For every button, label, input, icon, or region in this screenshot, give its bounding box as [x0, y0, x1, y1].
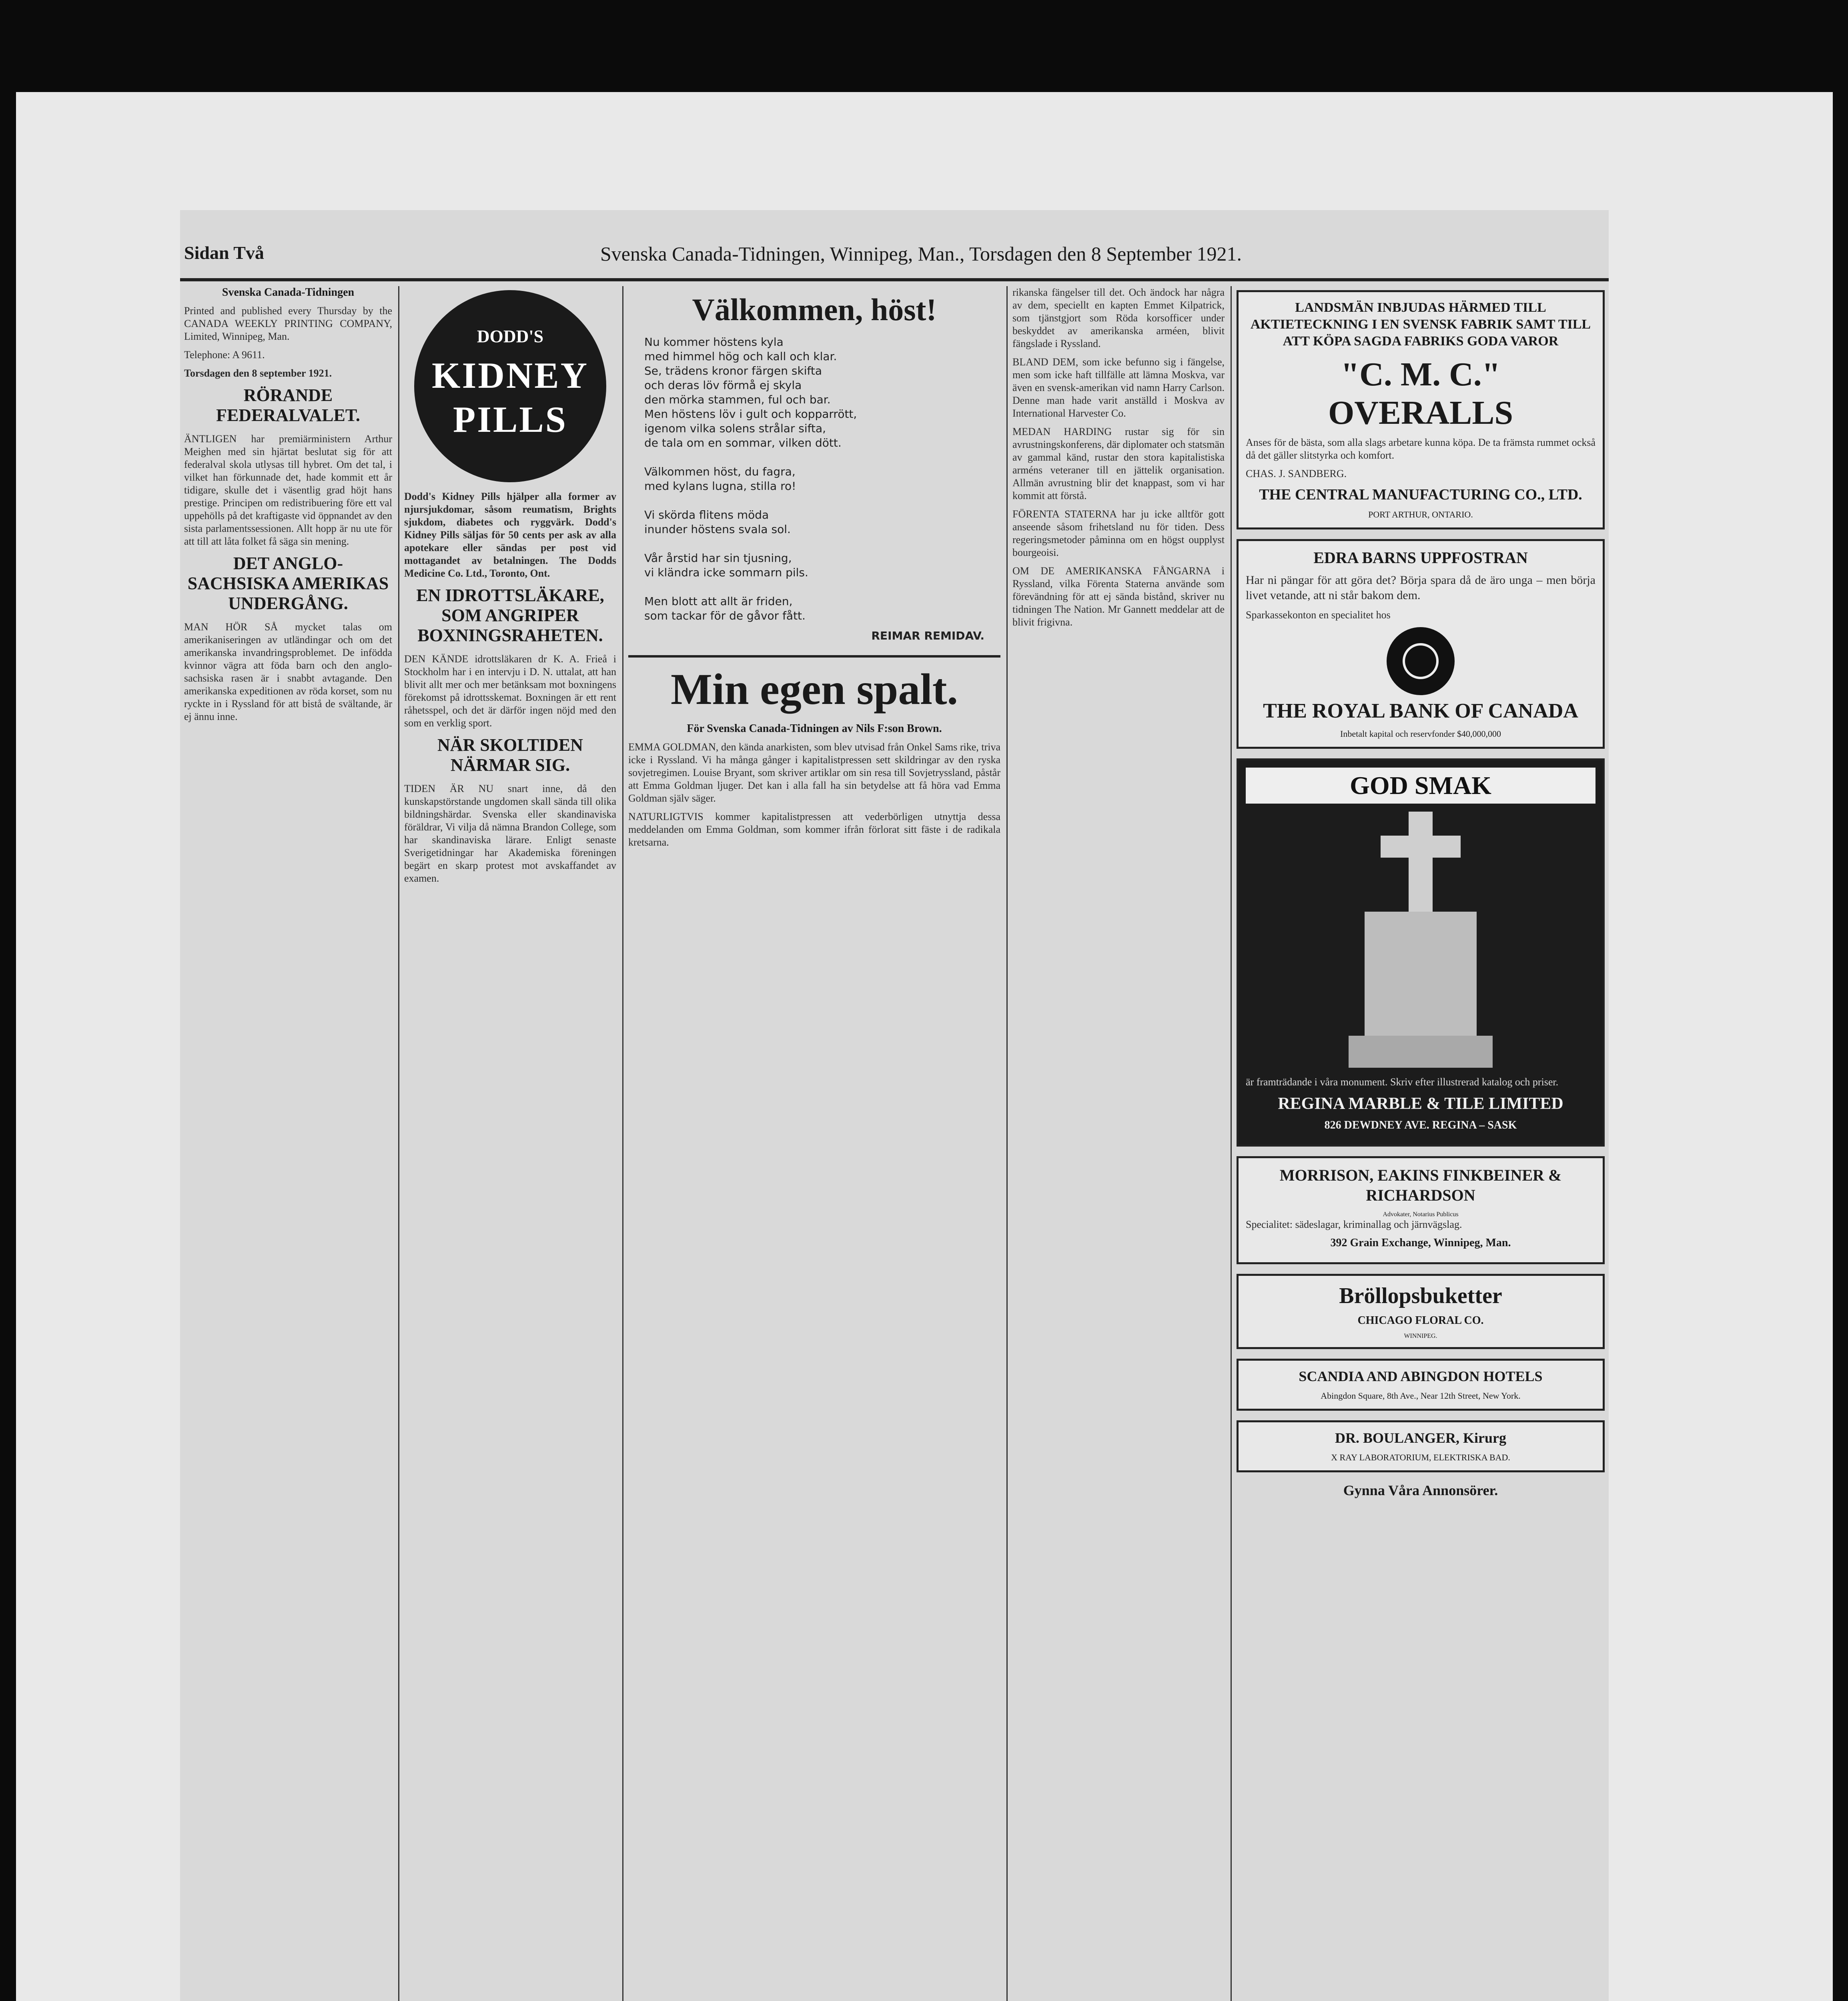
overalls-signer: CHAS. J. SANDBERG. [1246, 468, 1347, 479]
law-firm-names: MORRISON, EAKINS FINKBEINER & RICHARDSON [1279, 1166, 1562, 1204]
poem-line: Men blott att allt är friden, [644, 595, 793, 608]
poem [644, 335, 1000, 643]
bank-capital [1246, 728, 1595, 740]
column-rule [622, 286, 623, 2001]
date-line: Torsdagen den 8 september 1921. [184, 367, 332, 379]
article-fangelser: rikanska fängelser till det. Och ändock har några av dem, speciellt en kapten Emmet Kilpatrick, som tjänstgjort som Röda korsofficer under beskyddet av amerikanska arméen, blivit fängslade i Ryssland. [1012, 287, 1225, 349]
article-skoltiden: TIDEN ÄR NU snart inne, då den kunskapstörstande ungdomen skall sända till olika bildningshärdar. Svenska eller skandinaviska föräldrar, Vi vilja då nämna Brandon College, som har skandinaviska lärare. Enligt senaste Sverigetidningar har Akademiska föreningen begärt en skarp protest mot avskaffandet av examen. [404, 783, 616, 884]
article-idrottslakare: DEN KÄNDE idrottsläkaren dr K. A. Frieå i Stockholm har i en intervju i D. N. uttalat, att han blivit allt mer och mer betänksam mot boxningens förekomst på idrottsskemat. Boxningen är ett rent råhetsspel, och det är därför ingen nöjd med den som en verklig sport. [404, 653, 616, 729]
poem-line: Men höstens löv i gult och kopparrött, [644, 407, 857, 421]
overalls-ad-heading: LANDSMÄN INBJUDAS HÄRMED TILL AKTIETECKNING I EN SVENSK FABRIK SAMT TILL ATT KÖPA SAGDA FABRIKS GODA VAROR [1250, 300, 1591, 349]
law-firm-specialty: Specialitet: sädeslagar, kriminallag och järnvägslag. [1246, 1219, 1462, 1230]
column-rule [1006, 286, 1008, 2001]
poem-signature: REIMAR REMIDAV. [871, 629, 984, 642]
phone: Telephone: A 9611. [184, 349, 265, 361]
poem-line: Nu kommer höstens kyla [644, 335, 784, 349]
column-rule [1231, 286, 1232, 2001]
tin-line-1: DODD'S [477, 327, 544, 346]
publisher-note: Printed and published every Thursday by the CANADA WEEKLY PRINTING COMPANY, Limited, Winnipeg, Man. [184, 305, 392, 342]
masthead-title: Svenska Canada-Tidningen, Winnipeg, Man., Torsdagen den 8 September 1921. [600, 243, 1242, 265]
floral-ad [1237, 1274, 1605, 1349]
overalls-brand: "C. M. C." OVERALLS [1328, 356, 1513, 431]
gynna-annonsorer: Gynna Våra Annonsörer. [1343, 1482, 1498, 1498]
headline-federalval: RÖRANDE FEDERALVALET. [216, 385, 360, 425]
headline-skoltiden: NÄR SKOLTIDEN NÄRMAR SIG. [437, 735, 583, 775]
overalls-location: PORT ARTHUR, ONTARIO. [1368, 509, 1473, 519]
overalls-company: THE CENTRAL MANUFACTURING CO., LTD. [1259, 486, 1582, 503]
law-firm-role: Advokater, Notarius Publicus [1383, 1211, 1459, 1218]
floral-city: WINNIPEG. [1404, 1333, 1437, 1339]
masthead [180, 210, 1609, 281]
article-bland-dem: BLAND DEM, som icke befunno sig i fängelse, men som icke haft tillfälle att lämna Moskva, var även en svensk-amerikan vid namn Harry Carlson. Denne man hade varit anställd i Moskva av International Harvester Co. [1012, 356, 1225, 419]
article-anglo: MAN HÖR SÅ mycket talas om amerikaniseringen av utländingar och om det amerikanska invandringsproblemet. De infödda kvinnor vägra att föda barn och den anglo-sachsiska rasen är i snabbt avtagande. Den amerikanska expeditionen av röda korset, som nu ryckte in i Ryssland för att bistå de svältande, är ej ännu inne. [184, 621, 392, 722]
column-5 [1237, 286, 1605, 2001]
column-title: Min egen spalt. [670, 665, 958, 714]
floral-heading: Bröllopsbuketter [1339, 1283, 1502, 1308]
bank-ad-tag: Sparkassekonton en specialitet hos [1246, 609, 1391, 621]
column-2 [404, 286, 616, 2001]
column-byline: För Svenska Canada-Tidningen av Nils F:son Brown. [687, 722, 942, 735]
column-3 [628, 286, 1000, 2001]
article-harding: MEDAN HARDING rustar sig för sin avrustningskonferens, där diplomater och statsmän av gammal känd, rustar den stora kapitalistiska arméns veteraner till en jättelik organisation. Allmän avrustning blir det knappast, som vi har kommit att förstå. [1012, 426, 1225, 501]
tin-line-3: PILLS [453, 399, 567, 440]
column-4 [1012, 286, 1225, 2001]
article-federalval: ÄNTLIGEN har premiärministern Arthur Meighen med sin hjärtat beslutat sig för att federalval skola utlysas till hybret. Om det tal, i vilket han förkunnade det, hade kommit ett år tidigare, skulle det i väsentlig grad höjt hans prestige. Principen om redistribuering före ett val uppehölls på det kraftigaste vid öppnandet av den sista parlamentssessionen. Allt hopp är nu ute för att till att låta folket få säga sin mening. [184, 433, 392, 547]
doctor-text: X RAY LABORATORIUM, ELEKTRISKA BAD. [1331, 1452, 1510, 1462]
hotel-heading: SCANDIA AND ABINGDON HOTELS [1299, 1368, 1543, 1384]
article-naturligtvis: NATURLIGTVIS kommer kapitalistpressen att vederbörligen utnyttja dessa meddelanden om Emma Goldman, som kommer ifrån förlorat sitt fäste i de radikala kretsarna. [628, 811, 1000, 848]
monument-image [1349, 812, 1493, 1068]
tin-line-2: KIDNEY [431, 355, 589, 396]
regina-address: 826 DEWDNEY AVE. REGINA – SASK [1324, 1119, 1517, 1131]
royal-bank-ad [1237, 539, 1605, 749]
column-rule [398, 286, 399, 2001]
poem-line: Vi skörda flitens möda [644, 508, 769, 521]
bank-name: THE ROYAL BANK OF CANADA [1263, 700, 1578, 722]
poem-line: Välkommen höst, du fagra, [644, 465, 796, 478]
overalls-ad-text: Anses för de bästa, som alla slags arbetare kunna köpa. De ta främsta rummet också då det gäller slitstyrka och komfort. [1246, 437, 1595, 461]
page-label: Sidan Två [184, 243, 264, 263]
poem-line: Se, trädens kronor färgen skifta [644, 364, 822, 377]
poem-line: som tackar för de gåvor fått. [644, 609, 806, 622]
bank-ad-text: Har ni pängar för att göra det? Börja spara då de äro unga – men börja livet vetande, att ni står bakom dem. [1246, 573, 1595, 602]
doctor-ad [1237, 1420, 1605, 1472]
floral-company: CHICAGO FLORAL CO. [1357, 1314, 1484, 1327]
poem-line: Vår årstid har sin tjusning, [644, 551, 792, 565]
poem-line: den mörka stammen, ful och bar. [644, 393, 831, 406]
article-goldman: EMMA GOLDMAN, den kända anarkisten, som blev utvisad från Onkel Sams rike, triva icke i Ryssland. Vi ha många gånger i kapitalistpressen sett skildringar av den ryska sovjetregimen. Louise Bryant, som skriver artiklar om sin resa till Sovjetryssland, påstår att Emma Goldman ljuger. Det kan i alla fall ha sin betydelse att få höra vad Emma Goldman själv säger. [628, 741, 1000, 804]
hotel-address: Abingdon Square, 8th Ave., Near 12th Street, New York. [1321, 1391, 1521, 1401]
poem-line: igenom vilka solens strålar sifta, [644, 422, 826, 435]
god-smak-text: är framträdande i våra monument. Skriv efter illustrerad katalog och priser. [1246, 1076, 1559, 1088]
column-1 [184, 286, 392, 2001]
headline-idrottslakare: EN IDROTTSLÄKARE, SOM ANGRIPER BOXNINGSRAHETEN. [416, 585, 604, 645]
god-smak-heading: GOD SMAK [1246, 768, 1595, 804]
dodds-ad-text: Dodd's Kidney Pills hjälper alla former av njursjukdomar, såsom reumatism, Brights sjukdom, diabetes och ryggvärk. Dodd's Kidney Pills säljas för 50 cents per ask av alla apotekare eller sändas per post vid mottagandet av betalningen. The Dodds Medicine Co. Ltd., Toronto, Ont. [404, 491, 616, 579]
poem-line: med himmel hög och kall och klar. [644, 350, 837, 363]
law-firm-address: 392 Grain Exchange, Winnipeg, Man. [1330, 1237, 1511, 1249]
overalls-ad [1237, 290, 1605, 529]
doctor-heading: DR. BOULANGER, Kirurg [1335, 1430, 1506, 1446]
article-forenta-staterna: FÖRENTA STATERNA har ju icke alltför gott anseende såsom frihetsland nu för tiden. Dess regeringsmetoder påminna om en högst oupplyst bourgeoisi. [1012, 508, 1225, 558]
poem-line: inunder höstens svala sol. [644, 523, 791, 536]
bank-capital-label: Inbetalt kapital och reservfonder [1340, 729, 1455, 739]
poem-line: med kylans lugna, stilla ro! [644, 479, 796, 493]
hotel-ad [1237, 1359, 1605, 1411]
headline-anglo: DET ANGLO-SACHSISKA AMERIKAS UNDERGÅNG. [187, 553, 389, 613]
regina-company: REGINA MARBLE & TILE LIMITED [1278, 1095, 1563, 1113]
poem-title: Välkommen, höst! [692, 292, 937, 327]
article-fangarna: OM DE AMERIKANSKA FÅNGARNA i Ryssland, vilka Förenta Staterna använde som förevändning för att ej sända bistånd, skriver nu tidningen The Nation. Mr Gannett meddelar att de blivit frigivna. [1012, 565, 1225, 628]
dodds-pills-tin-image [414, 290, 606, 482]
law-firm-ad [1237, 1156, 1605, 1264]
poem-line: vi kländra icke sommarn pils. [644, 566, 808, 579]
royal-bank-crest-icon [1387, 627, 1455, 695]
regina-marble-ad [1237, 758, 1605, 1147]
poem-line: de tala om en sommar, vilken dött. [644, 436, 842, 449]
bank-capital-value: $40,000,000 [1457, 729, 1501, 739]
bank-ad-heading: EDRA BARNS UPPFOSTRAN [1313, 549, 1528, 567]
poem-line: och deras löv förmå ej skyla [644, 379, 802, 392]
paper-name: Svenska Canada-Tidningen [222, 286, 355, 299]
newspaper-page [180, 210, 1609, 2001]
